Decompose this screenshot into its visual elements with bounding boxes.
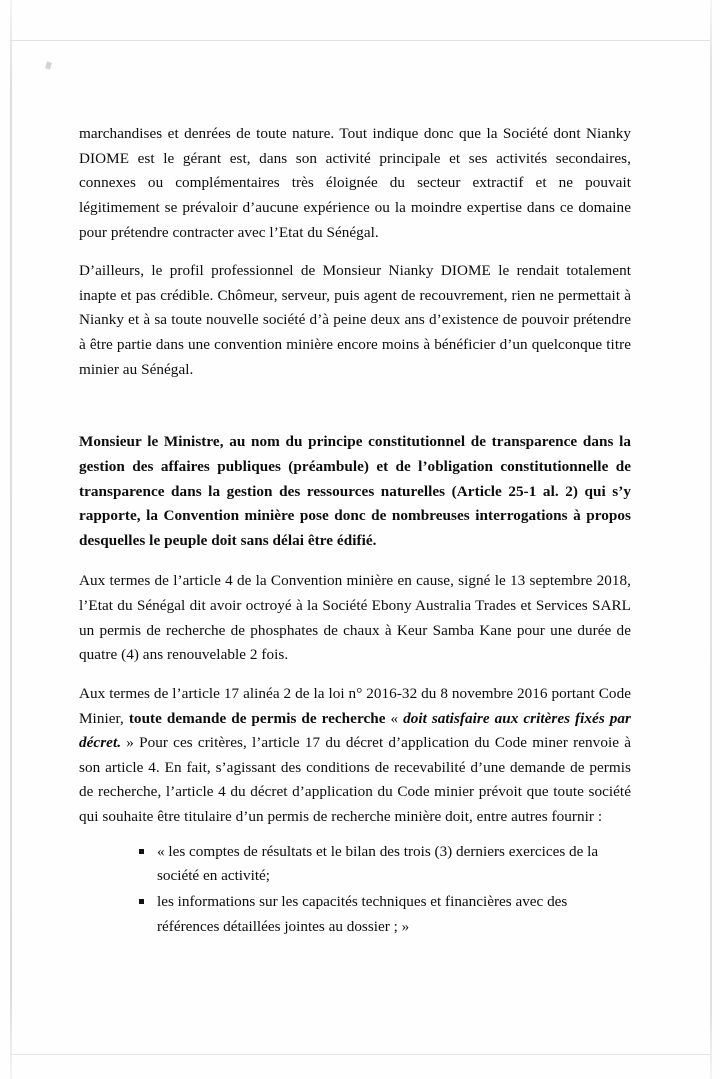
page-edge-top: [10, 40, 710, 41]
paragraph-5-bold-italic-quote: doit satisfaire aux critères fixés par décret.: [79, 709, 631, 752]
document-body: [79, 122, 631, 941]
list-item: « les comptes de résultats et le bilan des trois (3) derniers exercices de la société en activité;: [139, 840, 631, 889]
paragraph-5-mid-1: «: [385, 709, 404, 727]
paragraph-5-mid-2: » Pour ces critères, l’article 17 du décret d’application du Code miner renvoie à son article 4. En fait, s’agissant des conditions de recevabilité d’une demande de permis de recherche, l’article 4 du décret d’application du Code minier prévoit que toute société qui souhaite être titulaire d’un permis de recherche minière doit, entre autres fournir :: [79, 734, 631, 825]
paragraph-2: D’ailleurs, le profil professionnel de Monsieur Nianky DIOME le rendait totalement inapte et pas crédible. Chômeur, serveur, puis agent de recouvrement, rien ne permettait à Nianky et à sa toute nouvelle société d’à peine deux ans d’existence de pouvoir prétendre à être partie dans une convention minière encore moins à bénéficier d’un quelconque titre minier au Sénégal.: [79, 262, 631, 378]
paragraph-5-lead: Aux termes de l’article 17 alinéa 2 de la loi n° 2016-32 du 8 novembre 2016 portant Code Minier,: [79, 684, 631, 727]
paragraph-3-bold-statement: Monsieur le Ministre, au nom du principe constitutionnel de transparence dans la gestion des affaires publiques (préambule) et de l’obligation constitutionnelle de transparence dans la gestion des ressources naturelles (Article 25-1 al. 2) qui s’y rapporte, la Convention minière pose donc de nombreuses interrogations à propos desquelles le peuple doit sans délai être édifié.: [79, 433, 631, 549]
paragraph-4: Aux termes de l’article 4 de la Convention minière en cause, signé le 13 septembre 2018, l’Etat du Sénégal dit avoir octroyé à la Société Ebony Australia Trades et Services SARL un permis de recherche de phosphates de chaux à Keur Samba Kane pour une durée de quatre (4) ans renouvelable 2 fois.: [79, 572, 631, 664]
page-edge-right: [710, 0, 712, 1079]
paragraph-5-bold-phrase: toute demande de permis de recherche: [128, 709, 386, 727]
page-edge-left: [10, 0, 12, 1079]
requirements-list: [79, 840, 631, 939]
paragraph-1: marchandises et denrées de toute nature. Tout indique donc que la Société dont Nianky DIOME est le gérant est, dans son activité principale et ses activités secondaires, connexes ou complémentaires très éloignée du secteur extractif et ne pouvait légitimement se prévaloir d’aucune expérience ou la moindre expertise dans ce domaine pour prétendre contracter avec l’Etat du Sénégal.: [79, 125, 631, 241]
scan-artifact-speck: [45, 61, 52, 69]
page-edge-bottom: [10, 1054, 710, 1055]
paragraph-5: [79, 682, 631, 830]
list-item: les informations sur les capacités techniques et financières avec des références détaillées jointes au dossier ; »: [139, 890, 631, 939]
section-spacer: [79, 396, 631, 430]
